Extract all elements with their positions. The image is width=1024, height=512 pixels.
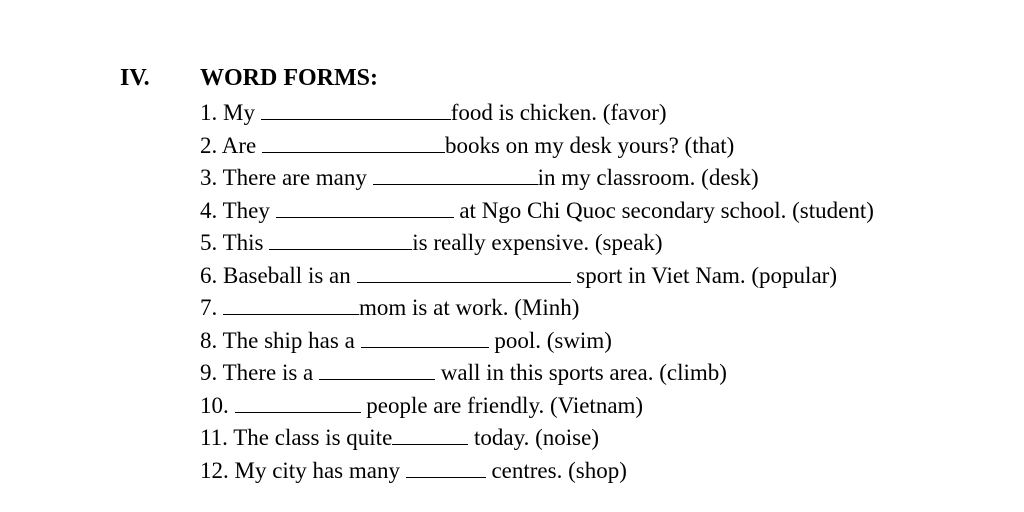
question-text-after: is really expensive. (speak): [412, 230, 663, 255]
question-text-after: at Ngo Chi Quoc secondary school. (student): [453, 197, 874, 223]
question-text-before: 3. There are many: [200, 165, 373, 190]
exercise-item-7: [200, 292, 874, 325]
question-text-after: people are friendly. (Vietnam): [360, 392, 644, 418]
question-text-after: pool. (swim): [488, 327, 612, 353]
answer-blank[interactable]: [392, 423, 468, 445]
exercise-item-2: [200, 130, 874, 163]
answer-blank[interactable]: [361, 326, 489, 348]
question-text-after: in my classroom. (desk): [537, 165, 759, 190]
question-text-before: 5. This: [200, 230, 270, 255]
exercise-item-8: [200, 325, 874, 358]
answer-blank[interactable]: [269, 228, 412, 250]
exercise-item-1: [200, 97, 874, 130]
question-text-before: 7.: [200, 295, 223, 320]
question-text-before: 12. My city has many: [200, 457, 406, 483]
answer-blank[interactable]: [357, 261, 571, 283]
answer-blank[interactable]: [261, 98, 451, 120]
question-text-before: 2. Are: [200, 132, 262, 158]
question-text-before: 10.: [200, 392, 235, 418]
question-text-after: today. (noise): [468, 425, 600, 450]
section-title: WORD FORMS:: [200, 65, 378, 91]
exercise-item-6: [200, 260, 874, 293]
question-text-after: food is chicken. (favor): [450, 100, 667, 125]
exercise-item-12: [200, 455, 874, 488]
answer-blank[interactable]: [223, 293, 359, 315]
exercise-item-11: [200, 422, 874, 455]
question-text-before: 1. My: [200, 100, 261, 125]
exercise-item-9: [200, 357, 874, 390]
answer-blank[interactable]: [373, 163, 538, 185]
answer-blank[interactable]: [262, 131, 445, 153]
answer-blank[interactable]: [406, 456, 486, 478]
question-text-after: books on my desk yours? (that): [444, 132, 735, 158]
exercise-item-5: [200, 227, 874, 260]
answer-blank[interactable]: [276, 196, 454, 218]
question-text-before: 9. There is a: [200, 360, 320, 385]
question-text-before: 4. They: [200, 197, 276, 223]
exercise-list: [200, 97, 874, 487]
exercise-item-4: [200, 195, 874, 228]
answer-blank[interactable]: [319, 358, 435, 380]
section-number: IV.: [120, 65, 150, 91]
question-text-after: mom is at work. (Minh): [359, 295, 580, 320]
question-text-before: 8. The ship has a: [200, 327, 361, 353]
exercise-item-3: [200, 162, 874, 195]
question-text-after: centres. (shop): [485, 457, 627, 483]
question-text-before: 11. The class is quite: [200, 425, 393, 450]
question-text-after: wall in this sports area. (climb): [435, 360, 727, 385]
question-text-after: sport in Viet Nam. (popular): [570, 262, 837, 288]
question-text-before: 6. Baseball is an: [200, 262, 357, 288]
answer-blank[interactable]: [235, 391, 361, 413]
exercise-item-10: [200, 390, 874, 423]
